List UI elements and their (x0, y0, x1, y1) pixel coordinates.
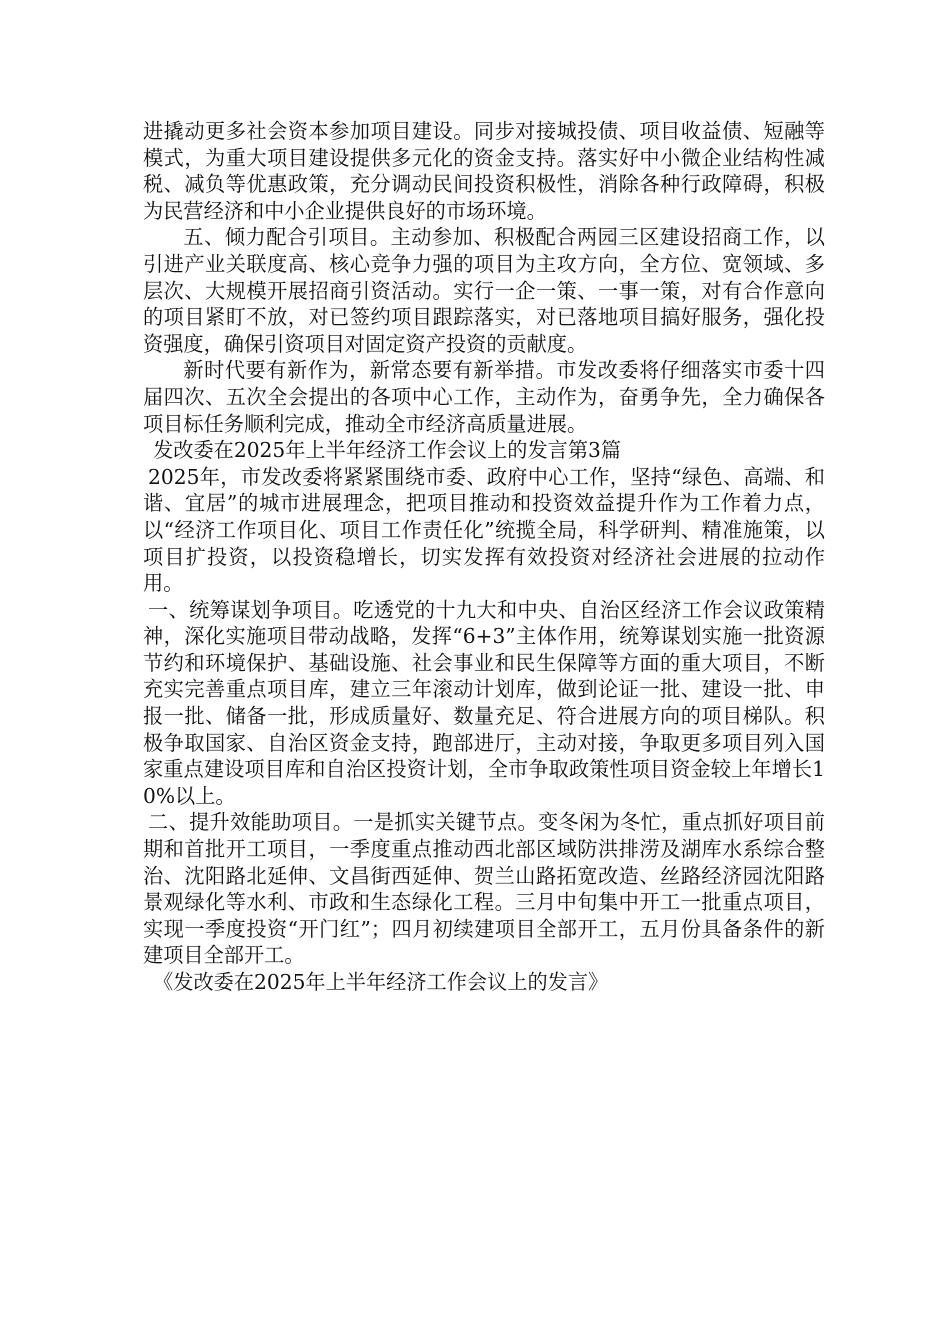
paragraph-intro: 2025年，市发改委将紧紧围绕市委、政府中心工作，坚持“绿色、高端、和谐、宜居”的城市进展理念，把项目推动和投资效益提升作为工作着力点，以“经济工作项目化、项目工作责任化”统揽全局，科学研判、精准施策，以项目扩投资，以投资稳增长，切实发挥有效投资对经济社会进展的拉动作用。 (143, 464, 825, 596)
document-title-footer: 《发改委在2025年上半年经济工作会议上的发言》 (153, 970, 609, 994)
paragraph-continuation: 进撬动更多社会资本参加项目建设。同步对接城投债、项目收益债、短融等模式，为重大项目建设提供多元化的资金支持。落实好中小微企业结构性减税、减负等优惠政策，充分调动民间投资积极性，消除各种行政障碍，积极为民营经济和中小企业提供良好的市场环境。 (143, 119, 825, 223)
paragraph-section-two: 二、提升效能助项目。一是抓实关键节点。变冬闲为冬忙，重点抓好项目前期和首批开工项目，一季度重点推动西北部区域防洪排涝及湖库水系综合整治、沈阳路北延伸、文昌街西延伸、贺兰山路拓宽改造、丝路经济园沈阳路景观绿化等水利、市政和生态绿化工程。三月中旬集中开工一批重点项目，实现一季度投资“开门红”；四月初续建项目全部开工，五月份具备条件的新建项目全部开工。 (143, 810, 825, 968)
paragraph-section-one: 一、统筹谋划争项目。吃透党的十九大和中央、自治区经济工作会议政策精神，深化实施项目带动战略，发挥“6+3”主体作用，统筹谋划实施一批资源节约和环境保护、基础设施、社会事业和民生保障等方面的重大项目，不断充实完善重点项目库，建立三年滚动计划库，做到论证一批、建设一批、申报一批、储备一批，形成质量好、数量充足、符合进展方向的项目梯队。积极争取国家、自治区资金支持，跑部进厅，主动对接，争取更多项目列入国家重点建设项目库和自治区投资计划，全市争取政策性项目资金较上年增长10%以上。 (143, 597, 825, 808)
paragraph-section-five: 五、倾力配合引项目。主动参加、积极配合两园三区建设招商工作，以引进产业关联度高、核心竞争力强的项目为主攻方向，全方位、宽领域、多层次、大规模开展招商引资活动。实行一企一策、一事一策，对有合作意向的项目紧盯不放，对已签约项目跟踪落实，对已落地项目搞好服务，强化投资强度，确保引资项目对固定资产投资的贡献度。 (143, 225, 825, 356)
article-heading: 发改委在2025年上半年经济工作会议上的发言第3篇 (153, 438, 622, 463)
document-body (143, 118, 825, 996)
paragraph-closing: 新时代要有新作为，新常态要有新举措。市发改委将仔细落实市委十四届四次、五次全会提出的各项中心工作，主动作为，奋勇争先，全力确保各项目标任务顺利完成，推动全市经济高质量进展。 (143, 358, 825, 436)
